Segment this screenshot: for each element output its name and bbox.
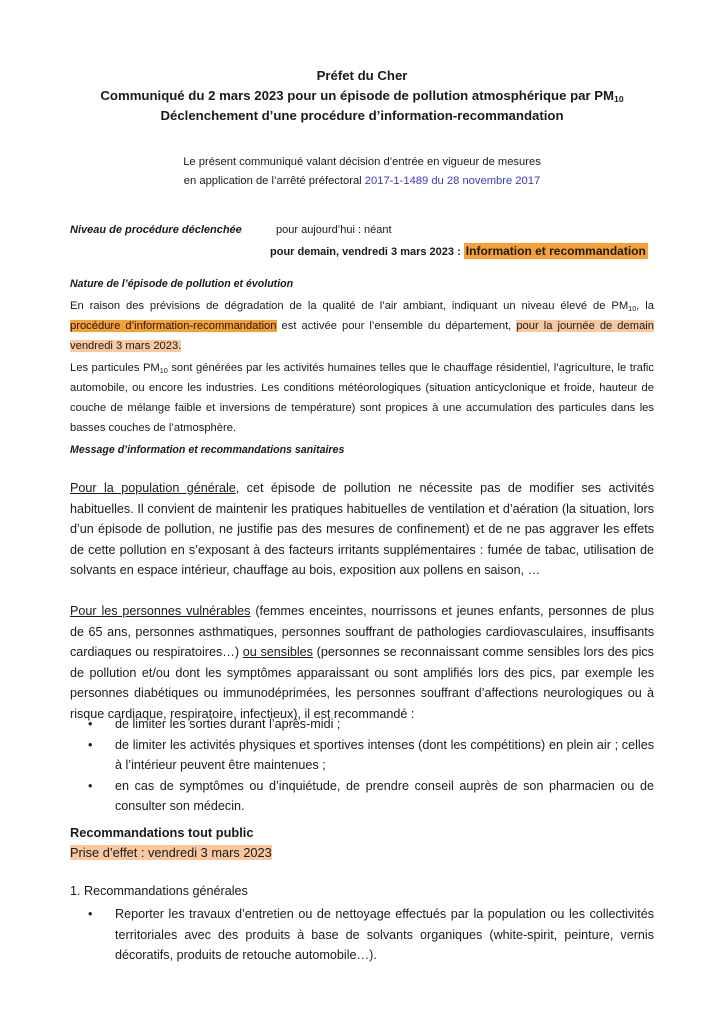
vulnerable-paragraph bbox=[70, 601, 654, 724]
reco-heading: Recommandations tout public bbox=[70, 825, 254, 840]
nature-p2-text: Les particules PM bbox=[70, 362, 160, 374]
procedure-title: Déclenchement d’une procédure d’information-recommandation bbox=[160, 108, 564, 123]
bullet-icon: • bbox=[88, 907, 93, 921]
preamble-line-2-text: en application de l’arrêté préfectoral bbox=[183, 175, 365, 187]
niveau-tomorrow-value: Information et recommandation bbox=[465, 244, 646, 258]
pm-subscript: 10 bbox=[628, 304, 637, 313]
niveau-tomorrow-label: pour demain, vendredi 3 mars 2023 : bbox=[270, 246, 464, 258]
list-item-text: en cas de symptômes ou d’inquiétude, de prendre conseil auprès de son pharmacien ou de consulter son médecin. bbox=[115, 778, 654, 813]
list-item bbox=[70, 776, 654, 817]
list-item bbox=[70, 735, 654, 776]
bullet-icon: • bbox=[88, 717, 93, 731]
arrete-link[interactable]: 2017-1-1489 du 28 novembre 2017 bbox=[364, 175, 541, 187]
general-population-label: Pour la population générale bbox=[70, 481, 236, 495]
effective-date-highlight: Prise d’effet : vendredi 3 mars 2023 bbox=[70, 845, 272, 860]
reco-subheading: 1. Recommandations générales bbox=[70, 884, 248, 898]
communique-title bbox=[0, 86, 724, 106]
sensitive-label: ou sensibles bbox=[242, 645, 313, 659]
list-item bbox=[70, 904, 654, 966]
preamble-line-2 bbox=[0, 172, 724, 191]
list-item-text: Reporter les travaux d’entretien ou de nettoyage effectués par la population ou les collectivités territoriales avec des produits à base de solvants organiques (white-spirit, peinture, vernis décoratifs, produits de retouche automobile…). bbox=[115, 907, 654, 962]
bullet-icon: • bbox=[88, 737, 93, 752]
niveau-tomorrow bbox=[270, 244, 648, 258]
header bbox=[0, 66, 724, 126]
general-population-paragraph bbox=[70, 478, 654, 581]
preamble-line-1: Le présent communiqué valant décision d’entrée en vigueur de mesures bbox=[183, 156, 541, 168]
procedure-highlight: procédure d’information-recommandation bbox=[70, 320, 277, 332]
list-item-text: de limiter les sorties durant l’après-midi ; bbox=[115, 717, 341, 731]
nature-p2-text: sont générées par les activités humaines telles que le chauffage résidentiel, l’agriculture, le trafic automobile, ou encore les industries. Les conditions météorologiques (situation anticyclonique et froide, hauteur de couche de mélange faible et inversions de température) sont propices à une accumulation des particules dans les basses couches de l’atmosphère. bbox=[70, 362, 655, 434]
niveau-label: Niveau de procédure déclenchée bbox=[70, 224, 242, 236]
communique-title-text: Communiqué du 2 mars 2023 pour un épisode de pollution atmosphérique par PM bbox=[100, 88, 615, 103]
nature-paragraph-2 bbox=[70, 358, 654, 438]
vulnerable-label: Pour les personnes vulnérables bbox=[70, 604, 251, 618]
vulnerable-text: (personnes se reconnaissant comme sensibles lors des pics de pollution et/ou dont les symptômes apparaissant ou sont amplifiés lors des pics, par exemple les personnes diabétiques ou immunodéprimées, les personnes souffrant d’affections neurologiques ou à risque cardiaque, respiratoire, infectieux), il est recommandé : bbox=[70, 645, 654, 721]
preamble bbox=[0, 153, 724, 191]
list-item bbox=[70, 714, 654, 735]
general-recommendations-list bbox=[70, 904, 654, 966]
authority-title: Préfet du Cher bbox=[316, 68, 408, 83]
general-population-text: , cet épisode de pollution ne nécessite pas de modifier ses activités habituelles. Il convient de maintenir les pratiques habituelles de ventilation et d’aération (la situation, lors d’un épisode de pollution, ne justifie pas des mesures de confinement) et de ne pas aggraver les effets de cette pollution en s’exposant à des facteurs irritants supplémentaires : fumée de tabac, utilisation de solvants en espace intérieur, chauffage au bois, exposition aux pollens en saison, … bbox=[70, 481, 654, 577]
nature-p1-text: En raison des prévisions de dégradation de la qualité de l’air ambiant, indiquant un niveau élevé de PM bbox=[70, 300, 629, 312]
bullet-icon: • bbox=[88, 778, 93, 793]
nature-paragraph-1 bbox=[70, 296, 654, 356]
pm-subscript: 10 bbox=[159, 366, 168, 375]
nature-heading: Nature de l’épisode de pollution et évolution bbox=[70, 278, 294, 290]
niveau-today: pour aujourd’hui : néant bbox=[276, 224, 392, 236]
vulnerable-recommendations-list bbox=[70, 714, 654, 817]
reco-effective-date bbox=[70, 845, 272, 860]
nature-p1-text: est activée pour l’ensemble du département, bbox=[276, 320, 517, 332]
vulnerable-text: (femmes enceintes, nourrissons et jeunes enfants, personnes de plus de 65 ans, personnes asthmatiques, personnes souffrant de pathologies cardiovasculaires, insuffisants cardiaques ou respiratoires…) bbox=[70, 604, 654, 659]
list-item-text: de limiter les activités physiques et sportives intenses (dont les compétitions) en plein air ; celles à l’intérieur peuvent être maintenues ; bbox=[115, 737, 654, 772]
message-heading: Message d’information et recommandations sanitaires bbox=[70, 444, 345, 456]
date-highlight: pour la journée de demain vendredi 3 mars 2023. bbox=[70, 320, 654, 352]
nature-p1-text: , la bbox=[636, 300, 654, 312]
pm-subscript: 10 bbox=[614, 94, 624, 104]
